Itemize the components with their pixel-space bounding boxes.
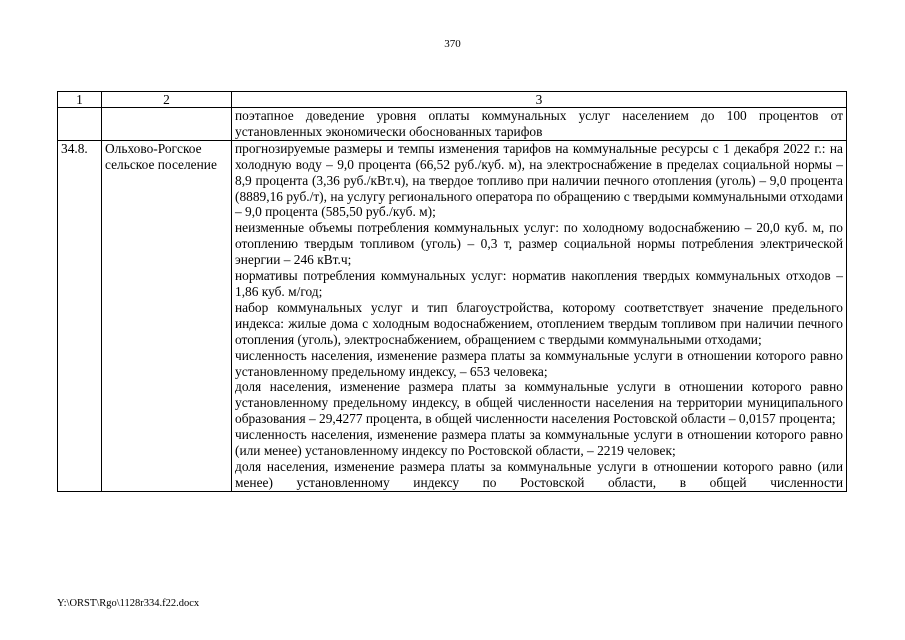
paragraph-population-share-below-regional: доля населения, изменение размера платы за коммунальные услуги в отношении которого равно (или менее) установленному индексу по Ростовской области, в общей численности xyxy=(235,458,843,490)
continuation-cell-empty-2 xyxy=(102,108,232,141)
paragraph-population-at-limit: численность населения, изменение размера платы за коммунальные услуги в отношении которого равно установленному предельному индексу, – 653 человека; xyxy=(235,347,843,379)
paragraph-consumption-norms: нормативы потребления коммунальных услуг: норматив накопления твердых коммунальных отходов – 1,86 куб. м/год; xyxy=(235,268,843,299)
continuation-cell-empty-1 xyxy=(58,108,102,141)
header-col-3: 3 xyxy=(232,92,847,108)
table-row xyxy=(58,140,847,491)
document-file-path: Y:\ORST\Rgo\1128r334.f22.docx xyxy=(57,598,200,609)
row-number: 34.8. xyxy=(58,140,102,491)
paragraph-consumption-volumes: неизменные объемы потребления коммунальных услуг: по холодному водоснабжению – 20,0 куб. м, по отоплению твердым топливом (уголь) – 0,3 т, размер социальной нормы потребления электрической энергии – 246 кВт.ч; xyxy=(235,220,843,268)
table-header-row xyxy=(58,92,847,108)
continuation-row xyxy=(58,108,847,141)
paragraph-tariff-forecast: прогнозируемые размеры и темпы изменения тарифов на коммунальные ресурсы с 1 декабря 2022 г.: на холодную воду – 9,0 процента (66,52 руб./куб. м), на электроснабжение в пределах социальной нормы – 8,9 процента (3,36 руб./кВт.ч), на твердое топливо при наличии печного отопления (уголь) – 9,0 процента (8889,16 руб./т), на услугу регионального оператора по обращению с твердыми коммунальными отходами – 9,0 процента (585,50 руб./куб. м); xyxy=(235,140,843,220)
header-col-1: 1 xyxy=(58,92,102,108)
header-col-2: 2 xyxy=(102,92,232,108)
paragraph-population-below-regional: численность населения, изменение размера платы за коммунальные услуги в отношении которого равно (или менее) установленному индексу по Ростовской области, – 2219 человек; xyxy=(235,427,843,459)
paragraph-population-share-at-limit: доля населения, изменение размера платы за коммунальные услуги в отношении которого равно установленному предельному индексу, в общей численности населения на территории муниципального образования – 29,4277 процента, в общей численности населения Ростовской области – 0,0157 процента; xyxy=(235,379,843,427)
row-content xyxy=(232,140,847,491)
continuation-text: поэтапное доведение уровня оплаты коммунальных услуг населением до 100 процентов от установленных экономически обоснованных тарифов xyxy=(232,108,847,141)
page-number: 370 xyxy=(444,38,461,50)
settlement-name: Ольхово-Рогское сельское поселение xyxy=(102,140,232,491)
paragraph-service-set: набор коммунальных услуг и тип благоустройства, которому соответствует значение предельного индекса: жилые дома с холодным водоснабжением, отоплением твердым топливом при наличии печного отопления (уголь), электроснабжением, обращением с твердыми коммунальными отходами; xyxy=(235,299,843,347)
tariff-table xyxy=(57,91,847,492)
